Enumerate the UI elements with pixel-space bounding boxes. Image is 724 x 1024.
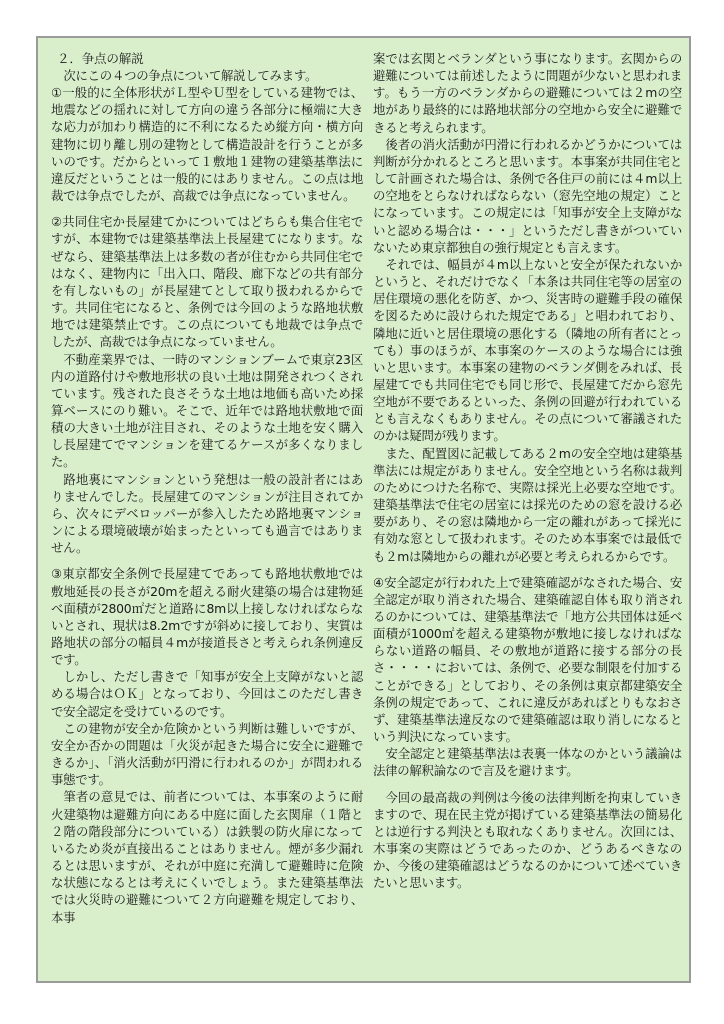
issue-2-paragraph: ②共同住宅か長屋建てかについてはどちらも集合住宅ですが、本建物では建築基準法上長屋建てになります。なぜなら、建築基準法上は多数の者が住むから共同住宅ではなく、建物内に「出入口、階段、廊下などの共有部分を有しないもの」が長屋建てとして取り扱われるからです。共同住宅になると、条例では今回のような路地状敷地では建築禁止です。この点についても地裁では争点でしたが、高裁では争点になっていません。 bbox=[51, 214, 363, 350]
legal-interpretation-paragraph: 安全認定と建築基準法は表裏一体なのかという議論は法律の解釈論なので言及を避けます。 bbox=[373, 746, 682, 779]
section-title: ２．争点の解説 bbox=[57, 51, 144, 66]
left-column bbox=[51, 50, 363, 973]
document-panel bbox=[36, 36, 691, 983]
issue-1-paragraph: ①一般的に全体形状がＬ型やＵ型をしている建物では、地震などの揺れに対して方向の違う各部分に極端に大きな応力が加わり構造的に不利になるため縦方向・横方向建物に切り離し別の建物として構造設計を行うことが多いのです。だからといって１敷地１建物の建築基準法に違反だということは一般的にはありません。この点は地裁では争点でしたが、高裁では争点になっていません。 bbox=[51, 85, 363, 204]
author-opinion-paragraph: 筆者の意見では、前者については、本事案のように耐火建築物は避難方向にある中庭に面した玄関扉（１階と２階の階段部分についている）は鉄製の防火扉になっているため炎が直接出ることはありません。煙が多少漏れるとは思いますが、それが中庭に充満して避難時に危険な状態になるとは考えにくいでしょう。また建築基準法では火災時の避難について２方向避難を規定しており、本事 bbox=[51, 789, 363, 925]
issue-4-paragraph: ④安全認定が行われた上で建築確認がなされた場合、安全認定が取り消された場合、建築確認自体も取り消されるのかについては、建築基準法で「地方公共団体は延べ面積が1000㎡を超える建築物が敷地に接しなければならない道路の幅員、その敷地が道路に接する部分の長さ・・・・においては、条例で、必要な制限を付加することができる」としており、その条例は東京都建築安全条例の規定であって、これに違反があればとりもなおさず、建築基準法違反なので建築確認は取り消しになるという判決になっています。 bbox=[373, 574, 682, 745]
issue-3-paragraph: ③東京都安全条例で長屋建てであっても路地状敷地では敷地延長の長さが20mを超える耐火建築の場合は建物延べ面積が2800㎡だと道路に8m以上接しなければならないとされ、現状は8.2mですが斜めに接しており、実質は路地状の部分の幅員４mが接道長さと考えられ条例違反です。 bbox=[51, 566, 363, 668]
safety-space-paragraph: また、配置図に記載してある２mの安全空地は建築基準法には規定がありません。安全空地という名称は裁判のためにつけた名称で、実際は採光上必要な空地です。建築基準法で住宅の居室には採光のための窓を設ける必要があり、その窓は隣地から一定の離れがあって採光に有効な窓として扱われます。そのため本事案では最低でも２mは隣地からの離れが必要と考えられるからです。 bbox=[373, 445, 682, 564]
conclusion-paragraph: 今回の最高裁の判例は今後の法律判断を拘束していきますので、現在民主党が掲げている建築基準法の簡易化とは逆行する判決とも取れなくありません。次回には、木事案の実際はどうであったのか、どうあるべきなのか、今後の建築確認はどうなるのかについて述べていきたいと思います。 bbox=[373, 789, 682, 891]
firefighting-paragraph: 後者の消火活動が円滑に行われるかどうかについては判断が分かれるところと思います。本事案が共同住宅として計画された場合は、条例で各住戸の前には４m以上の空地をとらなければならない（窓先空地の規定）ことになっています。この規定には「知事が安全上支障がないと認める場合は・・・」というただし書きがついていないため東京都独自の強行規定とも言えます。 bbox=[373, 136, 682, 255]
right-column bbox=[373, 50, 682, 973]
safety-question-paragraph: この建物が安全か危険かという判断は難しいですが、安全か否かの問題は「火災が起きた場合に安全に避難できるか」、「消火活動が円滑に行われるのか」が問われる事態です。 bbox=[51, 720, 363, 788]
intro-paragraph: 次にこの４つの争点について解説してみます。 bbox=[63, 68, 318, 83]
alley-mansion-paragraph: 路地裏にマンションという発想は一般の設計者にはありませんでした。長屋建てのマンションが注目されてから、次々にデベロッパーが参入したため路地裏マンションによる環境破壊が始まったといっても過言ではありません。 bbox=[51, 471, 363, 556]
evacuation-continued-paragraph: 案では玄関とベランダという事になります。玄関からの避難については前述したように問題が少ないと思われます。もう一方のベランダからの避難については２mの空地があり最終的には路地状部分の空地から安全に避難できると考えられます。 bbox=[373, 51, 682, 135]
width-requirement-paragraph: それでは、幅員が４m以上ないと安全が保たれないかというと、それだけでなく「本条は共同住宅等の居室の居住環境の悪化を防ぎ、かつ、災害時の避難手段の確保を図るために設けられた規定である」と唱われており、隣地に近いと居住環境の悪化する（隣地の所有者にとっても）事のほうが、本事案のケースのような場合には強いと思います。本事案の建物のベランダ側をみれば、長屋建てでも共同住宅でも同じ形で、長屋建てだから窓先空地が不要であるといった、条例の回避が行われているとも言えなくもありません。その点について審議されたのかは疑問が残ります。 bbox=[373, 256, 682, 444]
real-estate-paragraph: 不動産業界では、一時のマンションブームで東京23区内の道路付けや敷地形状の良い土地は開発されつくされています。残された良さそうな土地は地価も高いため採算ベースにのり難い。そこで、近年では路地状敷地で面積の大きい土地が注目され、そのような土地を安く購入し長屋建てでマンションを建てるケースが多くなりました。 bbox=[51, 351, 363, 470]
proviso-paragraph: しかし、ただし書きで「知事が安全上支障がないと認める場合はＯＫ」となっており、今回はこのただし書きで安全認定を受けているのです。 bbox=[51, 669, 363, 719]
